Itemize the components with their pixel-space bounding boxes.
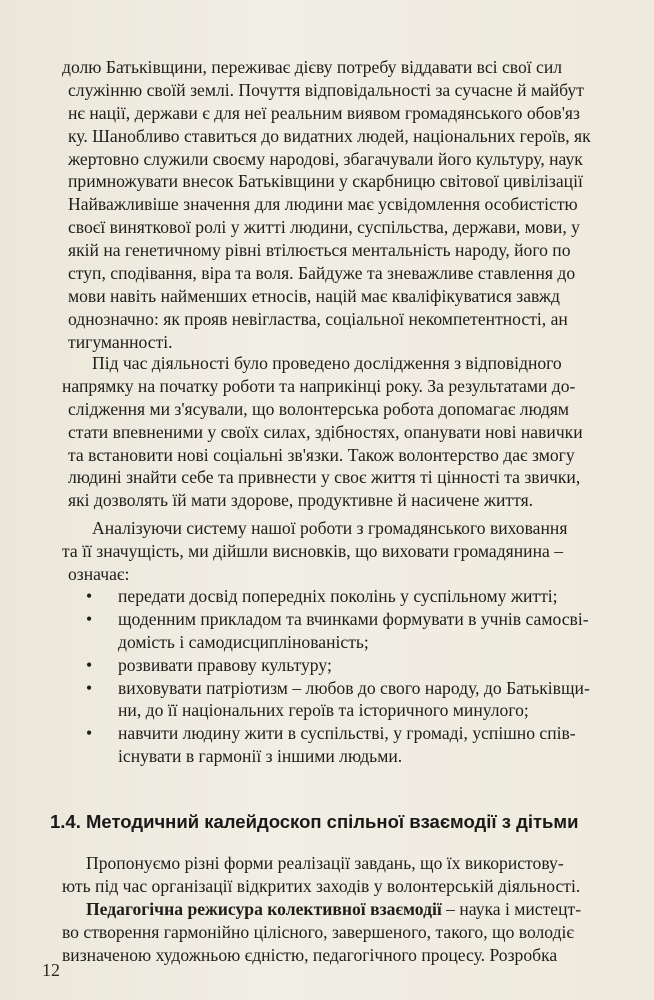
text-line: однозначно: як прояв невігластва, соціальної некомпетентності, ан [68,308,568,329]
text-line: служінню своїй землі. Почуття відповідальності за сучасне й майбут [68,79,584,100]
text-line: во створення гармонійно цілісного, завершеного, такого, що володіє [62,921,574,942]
bullet-line: виховувати патріотизм – любов до свого народу, до Батьківщи- [118,677,590,698]
list-item [62,722,654,768]
paragraph-pedagogical-directing [62,898,654,967]
bullet-line: розвивати правову культуру; [118,654,332,675]
list-item [62,654,654,677]
paragraph-analysis [62,517,654,586]
list-item [62,677,654,723]
text-line: Найважливіше значення для людини має усвідомлення особистістю [68,194,578,215]
list-item-text [62,722,654,745]
text-fragment: – наука і мистецт- [441,899,582,919]
list-item-text [62,608,654,631]
text-line: слідження ми з'ясували, що волонтерська робота допомагає людям [68,398,570,419]
text-line: долю Батьківщини, переживає дієву потребу віддавати всі свої сил [62,57,563,77]
text-line: ють під час організації відкритих заходів у волонтерській діяльності. [62,875,581,896]
text-line: визначеною художньою єдністю, педагогічного процесу. Розробка [62,944,558,965]
text-line [62,898,654,921]
bullet-line: ни, до її національних героїв та історичного минулого; [118,700,529,721]
text-line: Пропонуємо різні форми реалізації завдань, що їх використову- [86,853,564,873]
text-line: жертовно служили своєму народові, збагачували його культуру, наук [68,148,583,169]
page-number: 12 [42,960,60,980]
bullet-line: передати досвід попередніх поколінь у суспільному житті; [118,586,558,606]
bullet-icon: • [86,586,93,606]
bullet-line: існувати в гармонії з іншими людьми. [118,746,403,767]
text-line: стати впевненими у своїх силах, здібностях, опанувати нові навички [68,421,583,442]
list-item-text [62,585,654,608]
list-item-text [62,677,654,700]
text-line: мови навіть найменших етносів, націй має кваліфікуватися завжд [68,285,560,306]
text-line: людині знайти себе та привнести у своє життя ті цінності та звички, [68,467,581,488]
bullet-list [62,585,654,768]
bullet-line: домість і самодисциплінованість; [118,631,369,652]
paragraph-patriotism [62,56,654,354]
text-line: своєї виняткової ролі у житті людини, суспільства, держави, мови, у [68,217,580,238]
text-line: напрямку на початку роботи та наприкінці року. За результатами до- [62,375,576,396]
list-item [62,608,654,654]
bullet-icon: • [86,608,93,629]
text-line: якій на генетичному рівні втілюється ментальність народу, його по [68,240,571,261]
text-line: означає: [68,563,130,584]
bullet-line: навчити людину жити в суспільстві, у громаді, успішно спів- [118,723,576,744]
text-line: Під час діяльності було проведено дослідження з відповідного [92,353,562,373]
text-line: примножувати внесок Батьківщини у скарбницю світової цивілізації [68,171,583,192]
paragraph-forms [62,852,654,898]
text-line: Аналізуючи систему нашої роботи з громадянського виховання [92,518,568,538]
bullet-icon: • [86,677,93,698]
bullet-icon: • [86,654,93,675]
text-line: ступ, сподівання, віра та воля. Байдуже та зневажливе ставлення до [68,263,576,284]
text-line: та встановити нові соціальні зв'язки. Також волонтерство дає змогу [68,444,575,465]
text-line: нє нації, держави є для неї реальним виявом громадянського обов'яз [68,102,580,123]
paragraph-research [62,352,654,512]
list-item-text [62,654,654,677]
text-line: та її значущість, ми дійшли висновків, що виховати громадянина – [62,540,564,561]
bullet-line: щоденним прикладом та вчинками формувати в учнів самосві- [118,608,589,629]
text-line: які дозволять їй мати здорове, продуктивне й насичене життя. [68,490,534,511]
list-item [62,585,654,608]
text-line: ку. Шанобливо ставиться до видатних людей, національних героїв, як [68,125,591,146]
text-line: тигуманності. [68,331,173,352]
bold-term: Педагогічна режисура колективної взаємодії [86,899,442,919]
bullet-icon: • [86,723,93,744]
section-heading: 1.4. Методичний калейдоскоп спільної взаємодії з дітьми [50,811,579,832]
